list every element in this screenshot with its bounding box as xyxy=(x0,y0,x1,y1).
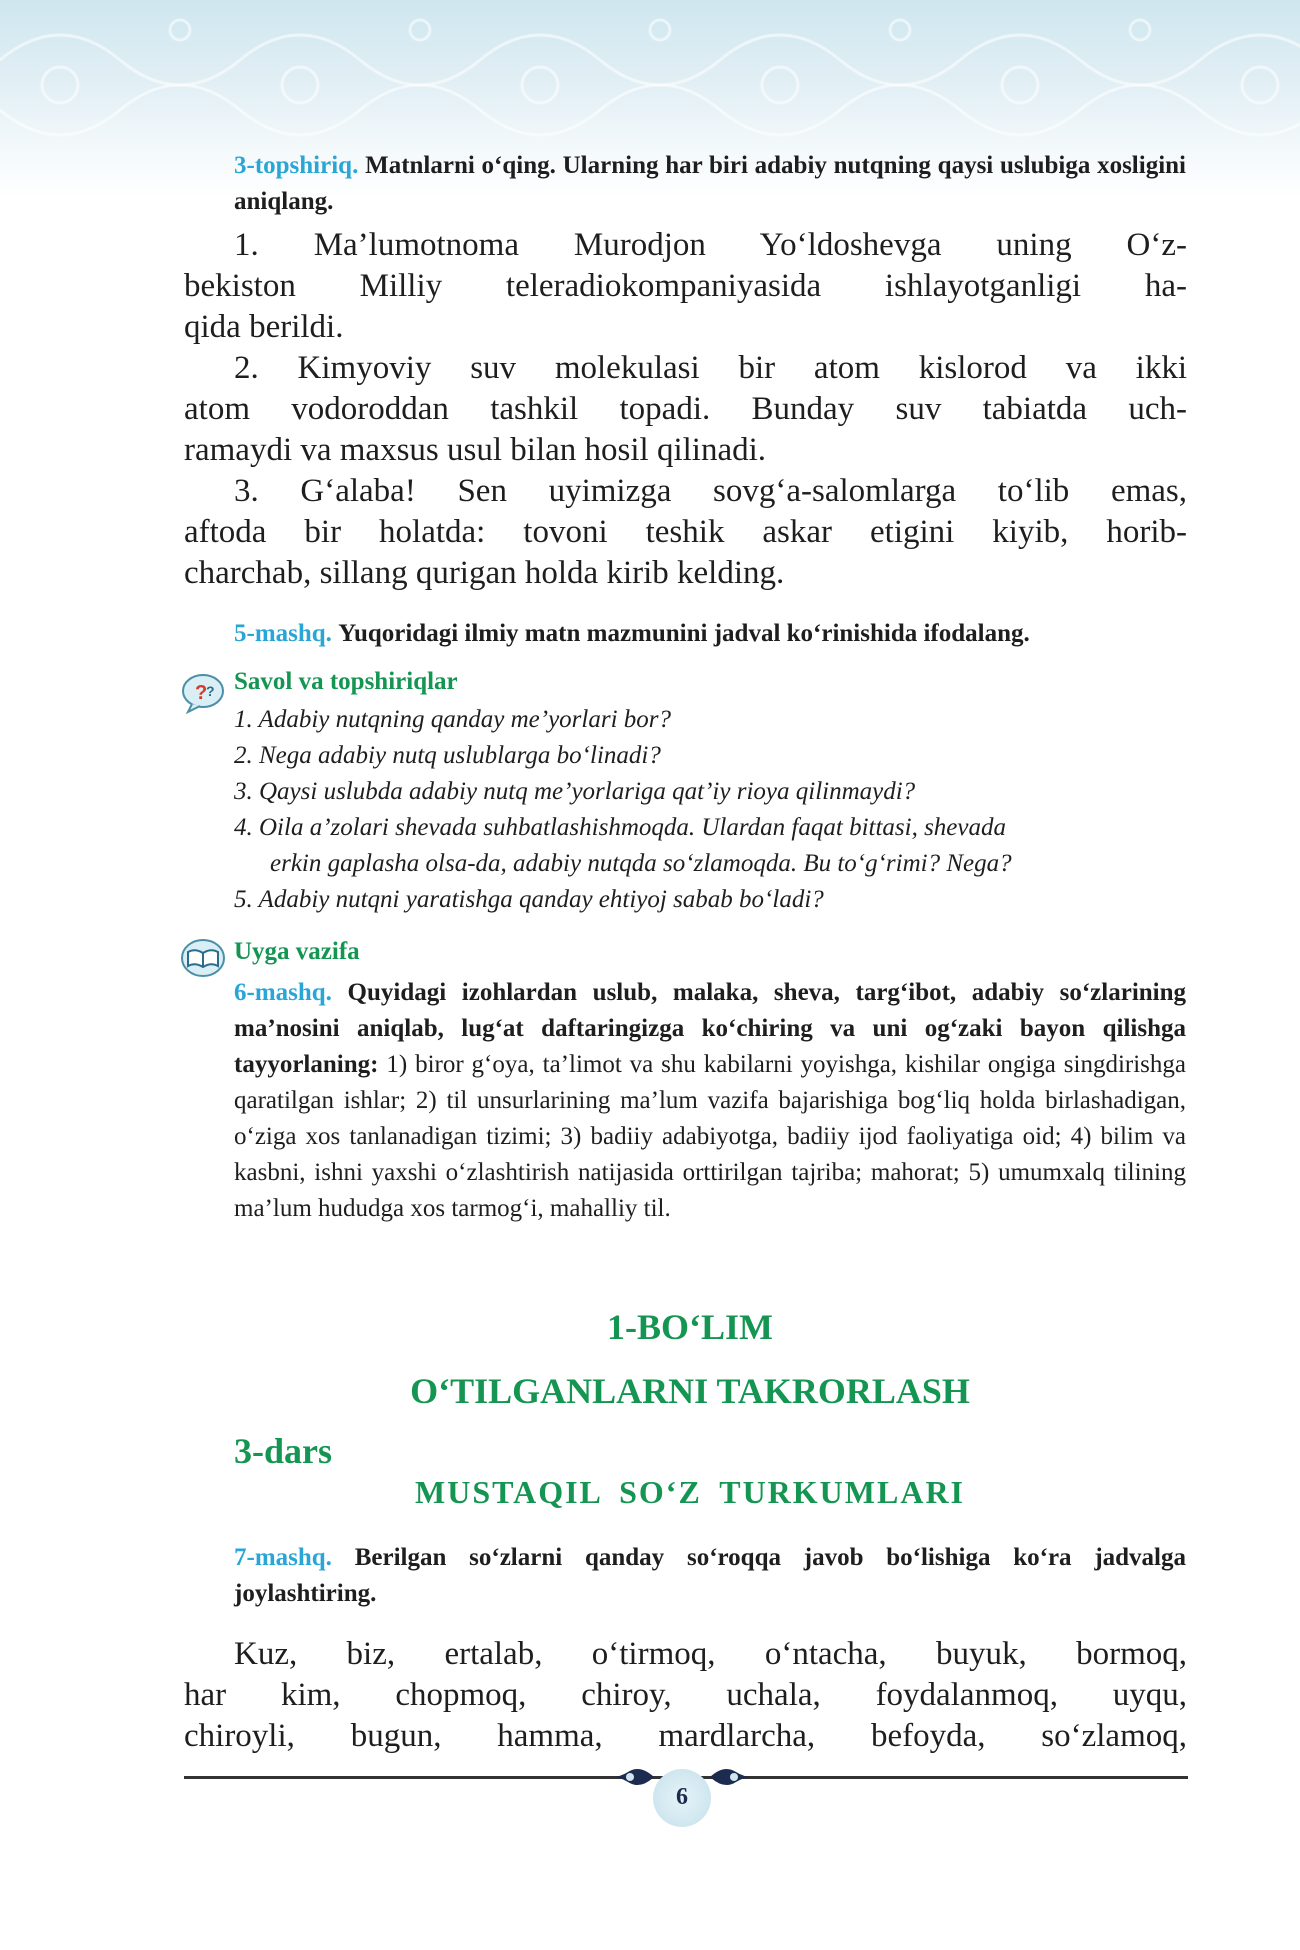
part-title: O‘TILGANLARNI TAKRORLASH xyxy=(410,1371,970,1411)
reading-passage xyxy=(184,225,1187,594)
exercise-7-text: Berilgan so‘zlarni qanday so‘roqqa javob bo‘lishiga ko‘ra jadvalga joylashtiring. xyxy=(234,1544,1186,1607)
word-list xyxy=(184,1634,1187,1757)
exercise-5 xyxy=(234,616,1186,652)
question-bubble-icon xyxy=(180,672,226,719)
passage-line: qida berildi. xyxy=(184,309,344,345)
passage-line: 2. Kimyoviy suv molekulasi bir atom kislorod va ikki xyxy=(234,350,1187,386)
lesson-number: 3-dars xyxy=(234,1431,332,1471)
word-line: Kuz, biz, ertalab, o‘tirmoq, o‘ntacha, buyuk, bormoq, xyxy=(234,1636,1187,1672)
exercise-5-text: Yuqoridagi ilmiy matn mazmunini jadval ko‘rinishida ifodalang. xyxy=(338,620,1030,647)
questions-list xyxy=(234,702,1194,918)
question-item: 5. Adabiy nutqni yaratishga qanday ehtiyoj sabab bo‘ladi? xyxy=(234,886,824,913)
passage-line: bekiston Milliy teleradiokompaniyasida ishlayotganligi ha- xyxy=(184,268,1187,304)
passage-line: 1. Ma’lumotnoma Murodjon Yo‘ldoshevga uning O‘z- xyxy=(234,227,1187,263)
exercise-3 xyxy=(234,148,1186,220)
exercise-6 xyxy=(234,975,1186,1227)
questions-title: Savol va topshiriqlar xyxy=(234,668,458,695)
open-book-icon xyxy=(180,938,226,983)
exercise-7-label: 7-mashq. xyxy=(234,1544,332,1571)
exercise-3-text: Matnlarni o‘qing. Ularning har biri adabiy nutqning qaysi uslubiga xosligini aniqlang. xyxy=(234,152,1186,215)
word-line: har kim, chopmoq, chiroy, uchala, foydalanmoq, uyqu, xyxy=(184,1677,1187,1713)
svg-text:?: ? xyxy=(195,682,208,704)
svg-text:?: ? xyxy=(206,683,215,699)
exercise-5-label: 5-mashq. xyxy=(234,620,332,647)
homework-title: Uyga vazifa xyxy=(234,938,360,965)
passage-line: ramaydi va maxsus usul bilan hosil qilinadi. xyxy=(184,432,767,468)
passage-line: aftoda bir holatda: tovoni teshik askar etigini kiyib, horib- xyxy=(184,514,1187,550)
exercise-7 xyxy=(234,1540,1186,1612)
exercise-6-label: 6-mashq. xyxy=(234,979,332,1006)
question-item: erkin gaplasha olsa-da, adabiy nutqda so‘zlamoqda. Bu to‘g‘rimi? Nega? xyxy=(270,850,1012,877)
passage-line: charchab, sillang qurigan holda kirib kelding. xyxy=(184,555,785,591)
exercise-6-bold-text: Quyidagi izohlardan uslub, malaka, sheva, targ‘ibot, adabiy so‘zlarining ma’nosini aniqlab, lug‘at daftaringizga ko‘chiring va uni og‘zaki bayon qilishga tayyorlaning: xyxy=(234,979,1187,1078)
page-number: 6 xyxy=(653,1769,711,1827)
question-item: 3. Qaysi uslubda adabiy nutq me’yorlariga qat’iy rioya qilinmaydi? xyxy=(234,778,916,805)
passage-line: atom vodoroddan tashkil topadi. Bunday suv tabiatda uch- xyxy=(184,391,1187,427)
exercise-6-text: 1) biror g‘oya, ta’limot va shu kabilarni yoyishga, kishilar ongiga singdirishga qaratilgan ishlar; 2) til unsurlarining ma’lum vazifa bajarishiga bog‘liq holda birlashadigan, o‘ziga xos tanlanadigan tizimi; 3) badiiy adabiyotga, badiiy ijod faoliyatiga oid; 4) bilim va kasbni, ishni yaxshi o‘zlashtirish natijasida orttirilgan tajriba; mahorat; 5) umumxalq tilining ma’lum hududga xos tarmog‘i, mahalliy til. xyxy=(234,1051,1186,1222)
word-line: chiroyli, bugun, hamma, mardlarcha, befoyda, so‘zlamoq, xyxy=(184,1718,1187,1754)
part-heading: 1-BO‘LIM xyxy=(607,1307,773,1347)
ornament-icon xyxy=(610,1762,656,1797)
lesson-title: MUSTAQIL SO‘Z TURKUMLARI xyxy=(415,1474,965,1510)
question-item: 2. Nega adabiy nutq uslublarga bo‘linadi? xyxy=(234,742,661,769)
ornament-icon xyxy=(708,1762,754,1797)
question-item: 4. Oila a’zolari shevada suhbatlashishmoqda. Ulardan faqat bittasi, shevada xyxy=(234,814,1006,841)
exercise-3-label: 3-topshiriq. xyxy=(234,152,359,179)
question-item: 1. Adabiy nutqning qanday me’yorlari bor? xyxy=(234,706,671,733)
passage-line: 3. G‘alaba! Sen uyimizga sovg‘a-salomlarga to‘lib emas, xyxy=(234,473,1187,509)
